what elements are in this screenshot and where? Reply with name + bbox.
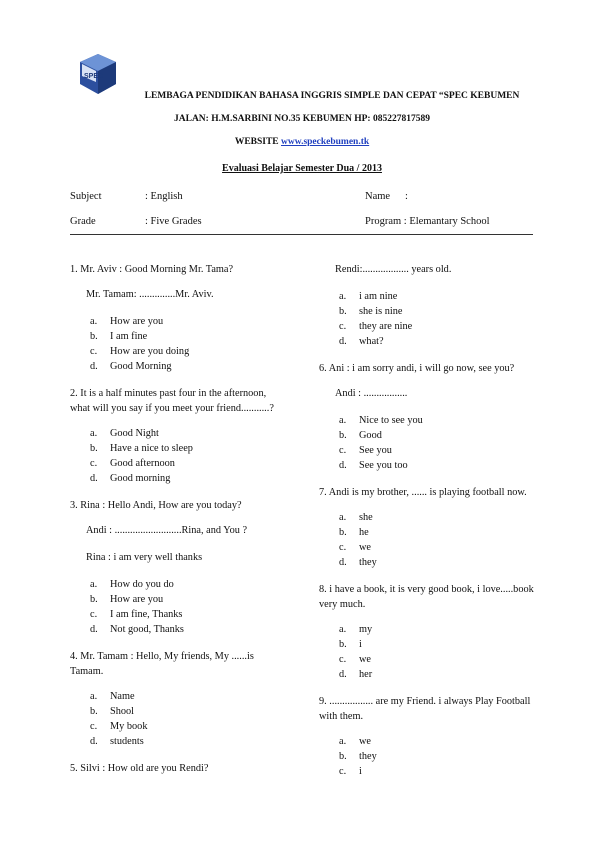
subject-label: Subject	[70, 191, 102, 202]
option-letter: d.	[339, 557, 347, 568]
option-text: she is nine	[359, 306, 403, 317]
question-text: 1. Mr. Aviv : Good Morning Mr. Tama?	[70, 264, 234, 275]
option-text: How are you	[110, 594, 164, 605]
option-letter: c.	[90, 458, 98, 469]
option-text: he	[359, 527, 369, 538]
answer-option	[90, 426, 288, 441]
answer-options	[339, 413, 537, 473]
subject-value: : English	[145, 191, 183, 202]
answer-option	[339, 304, 537, 319]
option-text: My book	[110, 721, 148, 732]
option-text: i am nine	[359, 291, 398, 302]
option-text: Good afternoon	[110, 458, 175, 469]
option-text: Have a nice to sleep	[110, 443, 193, 454]
option-letter: a.	[339, 291, 347, 302]
option-letter: b.	[90, 443, 98, 454]
option-letter: d.	[339, 669, 347, 680]
option-text: I am fine, Thanks	[110, 609, 183, 620]
option-text: Not good, Thanks	[110, 624, 184, 635]
divider	[70, 234, 533, 235]
answer-option	[339, 525, 537, 540]
option-letter: c.	[339, 445, 347, 456]
question-text: 4. Mr. Tamam : Hello, My friends, My ......is Tamam.	[70, 651, 254, 677]
option-text: How are you doing	[110, 346, 190, 357]
answer-option	[90, 607, 288, 622]
answer-option	[90, 314, 288, 329]
answer-option	[339, 540, 537, 555]
option-letter: b.	[90, 331, 98, 342]
answer-option	[90, 689, 288, 704]
option-letter: a.	[90, 428, 98, 439]
answer-options	[339, 734, 537, 779]
right-column	[319, 262, 537, 791]
answer-option	[90, 471, 288, 486]
answer-option	[90, 704, 288, 719]
dialogue-line: Rina : i am very well thanks	[86, 552, 203, 563]
website-link[interactable]: www.speckebumen.tk	[281, 137, 370, 147]
option-letter: d.	[90, 361, 98, 372]
option-letter: d.	[90, 473, 98, 484]
answer-option	[90, 359, 288, 374]
page-title: Evaluasi Belajar Semester Dua / 2013	[222, 163, 382, 174]
option-text: How are you	[110, 316, 164, 327]
website-line	[0, 137, 604, 147]
option-text: students	[110, 736, 144, 747]
option-letter: d.	[90, 624, 98, 635]
answer-option	[339, 289, 537, 304]
logo-text: SPEC	[84, 73, 104, 80]
dialogue-line: Mr. Tamam: ..............Mr. Aviv.	[86, 289, 214, 300]
answer-options	[339, 289, 537, 349]
option-letter: c.	[90, 346, 98, 357]
option-letter: b.	[339, 751, 347, 762]
option-text: they	[359, 751, 377, 762]
option-text: Good	[359, 430, 382, 441]
program-value: Program : Elemantary School	[365, 216, 490, 227]
dialogue-line: Andi : .................	[335, 388, 408, 399]
answer-options	[90, 577, 288, 637]
dialogue-line: Andi : ..........................Rina, and You ?	[86, 525, 248, 536]
option-text: they are nine	[359, 321, 413, 332]
option-text: How do you do	[110, 579, 174, 590]
answer-option	[339, 334, 537, 349]
option-text: Name	[110, 691, 135, 702]
option-letter: b.	[339, 639, 347, 650]
grade-label: Grade	[70, 216, 96, 227]
option-text: I am fine	[110, 331, 148, 342]
option-text: Good Morning	[110, 361, 172, 372]
answer-option	[90, 329, 288, 344]
option-text: i	[359, 639, 362, 650]
question-text: 6. Ani : i am sorry andi, i will go now, see you?	[319, 363, 515, 374]
answer-option	[339, 749, 537, 764]
answer-option	[90, 719, 288, 734]
option-letter: a.	[339, 736, 347, 747]
answer-option	[339, 319, 537, 334]
option-letter: b.	[339, 527, 347, 538]
option-letter: a.	[339, 624, 347, 635]
answer-option	[339, 458, 537, 473]
option-text: i	[359, 766, 362, 777]
option-text: what?	[359, 336, 384, 347]
answer-option	[90, 622, 288, 637]
option-text: we	[359, 736, 372, 747]
option-letter: a.	[90, 316, 98, 327]
name-label: Name	[365, 191, 391, 202]
answer-option	[339, 413, 537, 428]
institution-name: LEMBAGA PENDIDIKAN BAHASA INGGRIS SIMPLE DAN CEPAT “SPEC KEBUMEN	[144, 91, 520, 101]
answer-option	[339, 555, 537, 570]
answer-option	[90, 592, 288, 607]
option-letter: a.	[339, 512, 347, 523]
website-label: WEBSITE	[234, 137, 279, 147]
option-text: See you	[359, 445, 392, 456]
option-text: we	[359, 654, 372, 665]
option-letter: b.	[339, 430, 347, 441]
option-letter: d.	[90, 736, 98, 747]
answer-option	[90, 441, 288, 456]
option-letter: c.	[90, 609, 98, 620]
answer-option	[339, 622, 537, 637]
answer-options	[90, 689, 288, 749]
option-text: she	[359, 512, 373, 523]
answer-options	[339, 622, 537, 682]
option-text: Good morning	[110, 473, 171, 484]
answer-option	[339, 667, 537, 682]
option-letter: d.	[339, 460, 347, 471]
answer-option	[339, 428, 537, 443]
option-letter: c.	[339, 542, 347, 553]
answer-option	[90, 344, 288, 359]
answer-options	[90, 314, 288, 374]
question-text: 8. i have a book, it is very good book, i love.....book very much.	[319, 584, 534, 610]
answer-option	[339, 734, 537, 749]
answer-option	[90, 577, 288, 592]
option-letter: a.	[90, 579, 98, 590]
left-column	[70, 262, 288, 786]
answer-option	[339, 637, 537, 652]
question-text: 3. Rina : Hello Andi, How are you today?	[70, 500, 242, 511]
answer-options	[339, 510, 537, 570]
question-text: 9. ................. are my Friend. i always Play Football with them.	[319, 696, 531, 722]
grade-value: : Five Grades	[145, 216, 202, 227]
address-line: JALAN: H.M.SARBINI NO.35 KEBUMEN HP: 085227817589	[174, 114, 430, 124]
option-text: See you too	[359, 460, 408, 471]
option-letter: b.	[90, 706, 98, 717]
question-text: 7. Andi is my brother, ...... is playing football now.	[319, 487, 527, 498]
option-letter: c.	[339, 766, 347, 777]
option-text: they	[359, 557, 377, 568]
dialogue-line: Rendi:.................. years old.	[335, 264, 452, 275]
option-letter: c.	[339, 321, 347, 332]
option-letter: c.	[90, 721, 98, 732]
option-text: Good Night	[110, 428, 159, 439]
question-text: 5. Silvi : How old are you Rendi?	[70, 763, 209, 774]
option-letter: a.	[339, 415, 347, 426]
option-letter: c.	[339, 654, 347, 665]
option-letter: d.	[339, 336, 347, 347]
answer-option	[90, 734, 288, 749]
option-text: we	[359, 542, 372, 553]
answer-option	[339, 764, 537, 779]
answer-option	[339, 652, 537, 667]
answer-option	[339, 510, 537, 525]
option-text: Nice to see you	[359, 415, 423, 426]
spec-logo	[78, 52, 118, 96]
answer-option	[339, 443, 537, 458]
option-text: Shool	[110, 706, 135, 717]
option-letter: b.	[339, 306, 347, 317]
option-text: my	[359, 624, 373, 635]
answer-options	[90, 426, 288, 486]
option-letter: b.	[90, 594, 98, 605]
name-value: :	[405, 191, 408, 202]
question-text: 2. It is a half minutes past four in the afternoon, what will you say if you meet your friend...........?	[70, 388, 274, 414]
answer-option	[90, 456, 288, 471]
option-letter: a.	[90, 691, 98, 702]
option-text: her	[359, 669, 373, 680]
